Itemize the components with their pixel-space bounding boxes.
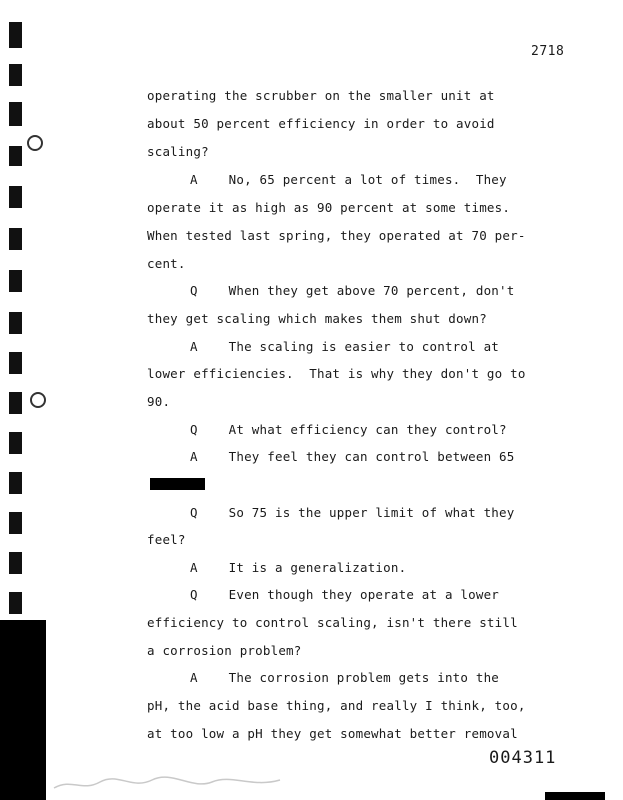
binder-mark bbox=[9, 146, 22, 166]
text-line: about 50 percent efficiency in order to avoid bbox=[147, 116, 495, 131]
punch-hole bbox=[27, 135, 43, 151]
text-line: A They feel they can control between 65 bbox=[190, 449, 515, 464]
scan-edge-bar bbox=[545, 792, 605, 800]
text-line: lower efficiencies. That is why they don't go to bbox=[147, 366, 526, 381]
binder-mark bbox=[9, 22, 22, 48]
text-line: cent. bbox=[147, 256, 186, 271]
text-line: operating the scrubber on the smaller unit at bbox=[147, 88, 495, 103]
binder-mark bbox=[9, 102, 22, 126]
binder-mark bbox=[9, 512, 22, 534]
text-line: A It is a generalization. bbox=[190, 560, 407, 575]
text-line: scaling? bbox=[147, 144, 209, 159]
bates-number: 004311 bbox=[489, 748, 557, 768]
text-line: efficiency to control scaling, isn't there still bbox=[147, 615, 518, 630]
scan-dark-corner bbox=[0, 620, 46, 800]
binder-mark bbox=[9, 228, 22, 250]
binder-mark bbox=[9, 552, 22, 574]
text-line: When tested last spring, they operated at 70 per- bbox=[147, 228, 526, 243]
text-line: A No, 65 percent a lot of times. They bbox=[190, 172, 507, 187]
binder-mark bbox=[9, 312, 22, 334]
faint-signature bbox=[52, 774, 282, 794]
binder-mark bbox=[9, 270, 22, 292]
text-line: a corrosion problem? bbox=[147, 643, 302, 658]
text-line: Q Even though they operate at a lower bbox=[190, 587, 500, 602]
redaction-bar bbox=[150, 478, 205, 490]
text-line: Q When they get above 70 percent, don't bbox=[190, 283, 515, 298]
binder-mark bbox=[9, 392, 22, 414]
punch-hole bbox=[30, 392, 46, 408]
text-line: Q So 75 is the upper limit of what they bbox=[190, 505, 515, 520]
text-line: A The corrosion problem gets into the bbox=[190, 670, 500, 685]
text-line: feel? bbox=[147, 532, 186, 547]
page-number: 2718 bbox=[531, 44, 565, 59]
text-line: A The scaling is easier to control at bbox=[190, 339, 500, 354]
binder-mark bbox=[9, 352, 22, 374]
binder-mark bbox=[9, 592, 22, 614]
binder-mark bbox=[9, 432, 22, 454]
text-line: operate it as high as 90 percent at some times. bbox=[147, 200, 511, 215]
text-line: pH, the acid base thing, and really I think, too, bbox=[147, 698, 526, 713]
text-line: they get scaling which makes them shut down? bbox=[147, 311, 487, 326]
text-line: Q At what efficiency can they control? bbox=[190, 422, 507, 437]
binder-mark bbox=[9, 472, 22, 494]
binder-mark bbox=[9, 64, 22, 86]
text-line: at too low a pH they get somewhat better removal bbox=[147, 726, 518, 741]
text-line: 90. bbox=[147, 394, 171, 409]
binder-mark bbox=[9, 186, 22, 208]
